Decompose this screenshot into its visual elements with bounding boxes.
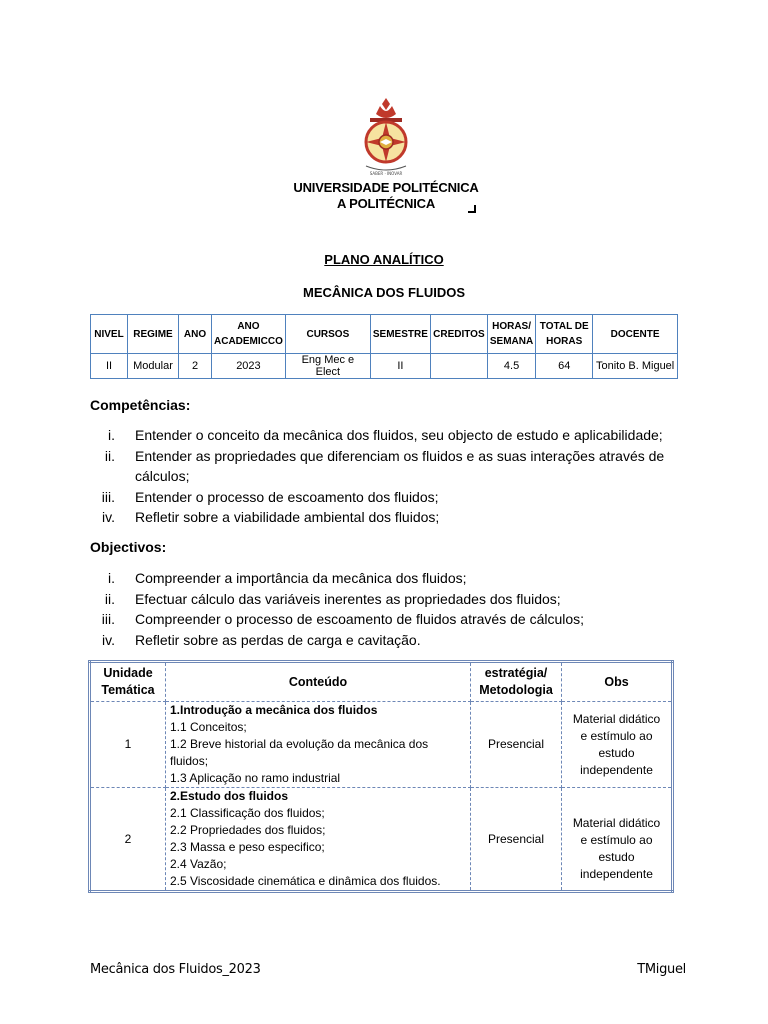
list-text: Entender o processo de escoamento dos fluidos; [135,488,439,505]
info-header-row [91,315,678,354]
list-item [90,609,690,630]
content-header-row [90,662,673,702]
list-item [90,589,690,610]
list-number: iii. [101,488,115,505]
content-line: 1.3 Aplicação no ramo industrial [170,771,341,785]
info-cell [430,354,487,379]
list-text: Refletir sobre a viabilidade ambiental dos fluidos; [135,509,440,525]
subject-title: MECÂNICA DOS FLUIDOS [302,285,466,300]
info-cell: Modular [128,354,179,379]
info-header-cell: TOTAL DE HORAS [536,315,593,354]
list-item [90,630,690,651]
estrategia-cell: Presencial [471,788,562,892]
list-number: iii. [101,611,115,627]
content-line: 2.1 Classificação dos fluidos; [170,806,325,820]
footer-author: TMiguel [637,962,686,977]
table-row [90,788,673,892]
list-text: Refletir sobre as perdas de carga e cavitação. [135,631,421,648]
header-estrategia: estratégia/ Metodologia [471,662,562,702]
info-cell: 2 [179,354,212,379]
info-cell: 4.5 [487,354,535,379]
unit-title: 1.Introdução a mecânica dos fluidos [170,703,378,717]
content-line: 2.4 Vazão; [170,857,227,871]
list-number: iv. [102,631,115,648]
info-header-cell: ANO ACADEMICCO [212,315,286,354]
obs-cell: Material didático e estímulo ao estudo independente [562,702,673,788]
objectivos-list [90,568,690,650]
list-item [90,425,690,446]
list-text: Entender as propriedades que diferenciam os fluidos e as suas interações através de cálculos; [135,447,665,484]
list-number: ii. [104,447,115,464]
info-header-cell: DOCENTE [593,315,678,354]
header-obs: Obs [562,662,673,702]
content-line: 2.2 Propriedades dos fluidos; [170,823,326,837]
info-cell: 64 [536,354,593,379]
list-text: Entender o conceito da mecânica dos fluidos, seu objecto de estudo e aplicabilidade; [135,427,663,443]
info-cell: 2023 [212,354,286,379]
conteudo-cell [166,788,471,892]
list-text: Compreender o processo de escoamento de fluidos através de cálculos; [135,611,585,627]
info-header-cell: NIVEL [91,315,128,354]
list-number: iv. [102,509,115,525]
university-name-line2: A POLITÉCNICA [336,196,436,211]
footer-subject: Mecânica dos Fluidos_2023 [90,962,261,977]
list-item [90,568,690,589]
corner-mark [468,205,476,213]
university-name-line1: UNIVERSIDADE POLITÉCNICA [293,180,479,195]
info-header-cell: SEMESTRE [370,315,430,354]
conteudo-cell [166,702,471,788]
info-header-cell: REGIME [128,315,179,354]
competencias-heading: Competências: [90,397,191,413]
info-header-cell: CREDITOS [430,315,487,354]
header-unidade: Unidade Temática [90,662,166,702]
list-number: ii. [104,590,115,607]
list-number: i. [108,427,115,443]
content-line: 1.2 Breve historial da evolução da mecânica dos fluidos; [170,737,429,768]
list-item [90,446,690,487]
list-text: Efectuar cálculo das variáveis inerentes as propriedades dos fluidos; [135,590,561,607]
svg-text:SABER · INOVAR: SABER · INOVAR [369,171,403,176]
objectivos-heading: Objectivos: [90,539,167,555]
list-item [90,507,690,528]
content-table [88,660,674,893]
university-name [284,180,488,212]
content-line: 1.1 Conceitos; [170,720,247,734]
unit-title: 2.Estudo dos fluidos [170,789,289,803]
info-data-row [91,354,678,379]
unidade-cell: 2 [90,788,166,892]
list-item [90,487,690,508]
info-header-cell: HORAS/ SEMANA [487,315,535,354]
obs-cell: Material didático e estímulo ao estudo independente [562,788,673,892]
info-cell: Eng Mec e Elect [285,354,370,379]
course-info-table [90,314,678,379]
header-conteudo: Conteúdo [166,662,471,702]
list-number: i. [108,570,115,586]
info-header-cell: ANO [179,315,212,354]
unidade-cell: 1 [90,702,166,788]
info-header-cell: CURSOS [285,315,370,354]
info-cell: Tonito B. Miguel [593,354,678,379]
info-cell: II [91,354,128,379]
content-line: 2.5 Viscosidade cinemática e dinâmica dos fluidos. [170,874,441,888]
table-row [90,702,673,788]
info-cell: II [370,354,430,379]
competencias-list [90,425,690,528]
content-line: 2.3 Massa e peso especifico; [170,840,325,854]
university-crest-icon [356,96,416,178]
list-text: Compreender a importância da mecânica dos fluidos; [135,570,467,586]
estrategia-cell: Presencial [471,702,562,788]
document-title: PLANO ANALÍTICO [324,252,444,267]
